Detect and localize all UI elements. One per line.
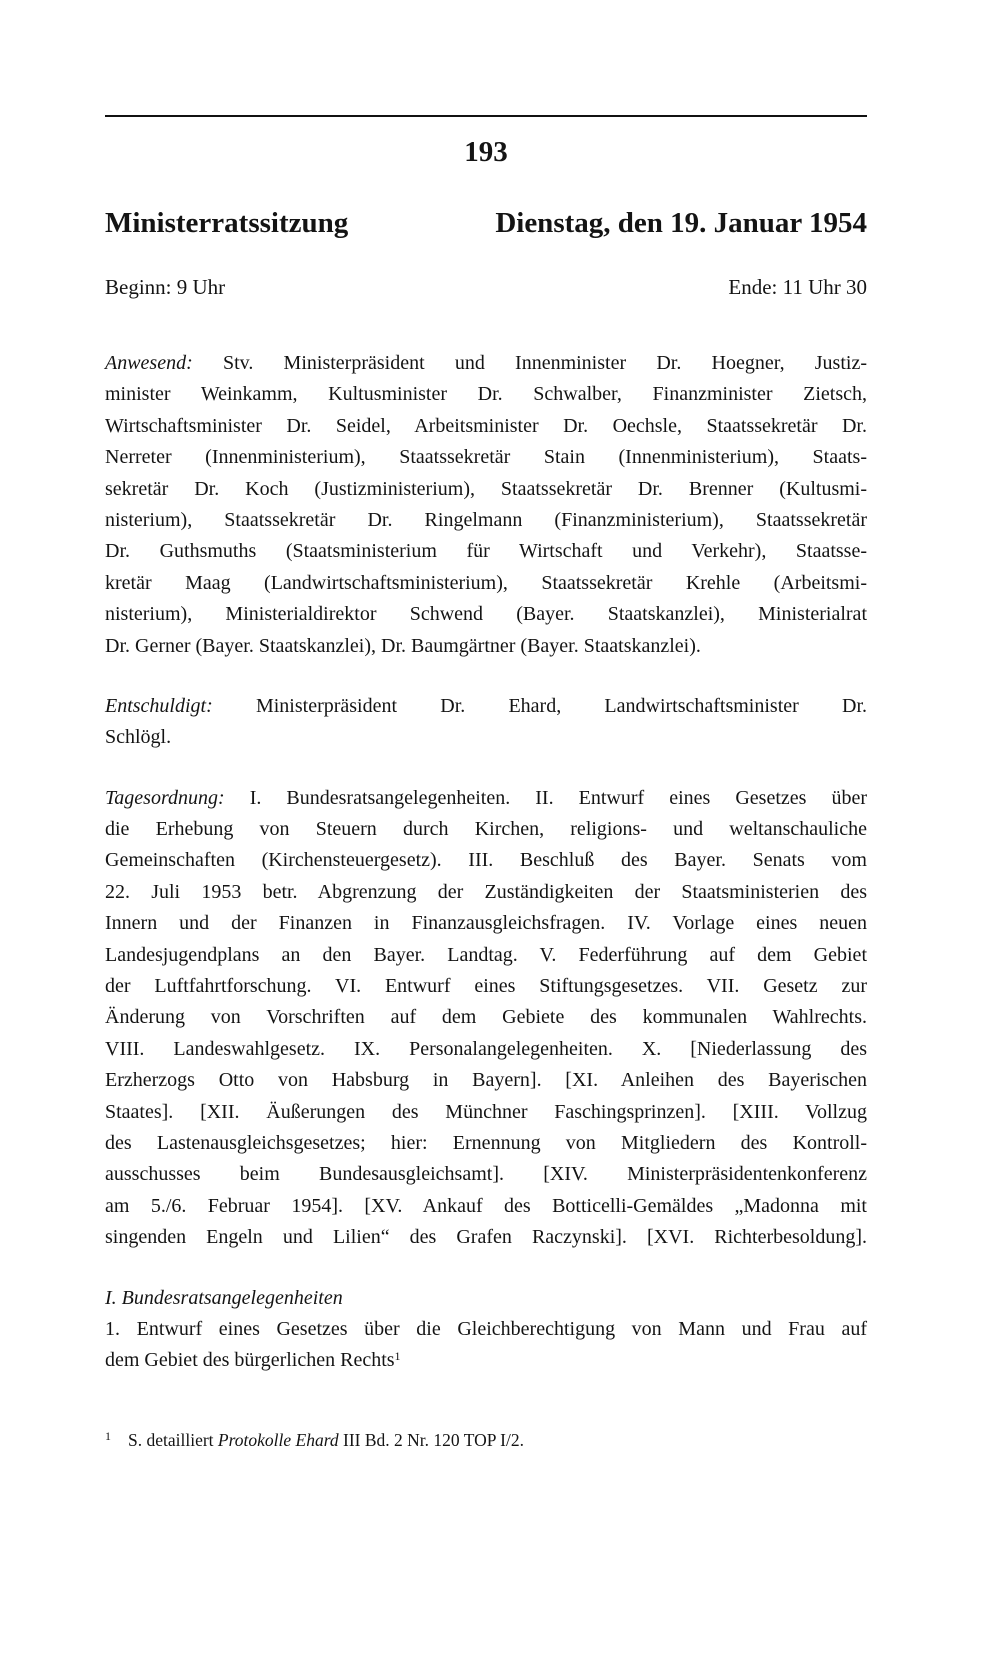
session-date: Dienstag, den 19. Januar 1954 <box>495 207 867 239</box>
body-line: minister Weinkamm, Kultusminister Dr. Schwalber, Finanzminister Zietsch, <box>105 383 867 406</box>
body-line: nisterium), Ministerialdirektor Schwend (Bayer. Staatskanzlei), Ministerialrat <box>105 603 867 626</box>
body-line: kretär Maag (Landwirtschaftsministerium), Staatssekretär Krehle (Arbeitsmi- <box>105 571 867 594</box>
body-line: Wirtschaftsminister Dr. Seidel, Arbeitsminister Dr. Oechsle, Staatssekretär Dr. <box>105 414 867 437</box>
body-line: die Erhebung von Steuern durch Kirchen, religions- und weltanschauliche <box>105 818 867 841</box>
footnote-marker: 1 <box>105 1429 111 1443</box>
body-line: Schlögl. <box>105 726 172 749</box>
footnote-text-after: III Bd. 2 Nr. 120 TOP I/2. <box>338 1430 524 1450</box>
body-line: Innern und der Finanzen in Finanzausgleichsfragen. IV. Vorlage eines neuen <box>105 912 867 935</box>
body-line: Gemeinschaften (Kirchensteuergesetz). III. Beschluß des Bayer. Senats vom <box>105 849 867 872</box>
body-line: Tagesordnung: I. Bundesratsangelegenheiten. II. Entwurf eines Gesetzes über <box>105 786 867 809</box>
document-number: 193 <box>464 136 508 168</box>
begin-time: Beginn: 9 Uhr <box>105 275 226 299</box>
body-line: am 5./6. Februar 1954]. [XV. Ankauf des Botticelli-Gemäldes „Madonna mit <box>105 1194 867 1217</box>
agenda-item-section <box>105 1283 867 1377</box>
paragraph <box>105 783 867 1254</box>
session-title: Ministerratssitzung <box>105 207 349 239</box>
body-line: nisterium), Staatssekretär Dr. Ringelmann (Finanzministerium), Staatssekretär <box>105 508 867 531</box>
footnote <box>105 1424 867 1452</box>
body-text <box>105 348 867 1406</box>
paragraph-container <box>105 348 867 1254</box>
section-item <box>105 1314 867 1377</box>
body-line: des Lastenausgleichsgesetzes; hier: Ernennung von Mitgliedern des Kontroll- <box>105 1131 867 1154</box>
paragraph-lead: Anwesend: <box>105 352 193 374</box>
section-heading: I. Bundesratsangelegenheiten <box>105 1286 343 1309</box>
body-line: Anwesend: Stv. Ministerpräsident und Innenminister Dr. Hoegner, Justiz- <box>105 352 867 374</box>
footnote-text-before: S. detailliert <box>128 1430 218 1450</box>
body-line: VIII. Landeswahlgesetz. IX. Personalangelegenheiten. X. [Niederlassung des <box>105 1037 867 1060</box>
paragraph <box>105 691 867 754</box>
body-line: der Luftfahrtforschung. VI. Entwurf eines Stiftungsgesetzes. VII. Gesetz zur <box>105 975 867 998</box>
paragraph-lead: Tagesordnung: <box>105 786 225 809</box>
body-line: Erzherzogs Otto von Habsburg in Bayern]. [XI. Anleihen des Bayerischen <box>105 1069 867 1092</box>
body-line: dem Gebiet des bürgerlichen Rechts$^1$ <box>105 1349 401 1372</box>
body-line: Nerreter (Innenministerium), Staatssekretär Stain (Innenministerium), Staats- <box>105 446 867 469</box>
body-line: Dr. Gerner (Bayer. Staatskanzlei), Dr. Baumgärtner (Bayer. Staatskanzlei). <box>105 634 701 657</box>
body-line: Entschuldigt: Ministerpräsident Dr. Ehard, Landwirtschaftsminister Dr. <box>105 694 867 717</box>
body-line: Landesjugendplans an den Bayer. Landtag. V. Federführung auf dem Gebiet <box>105 943 867 966</box>
session-title-row <box>105 203 867 243</box>
body-line: ausschusses beim Bundesausgleichsamt]. [XIV. Ministerpräsidentenkonferenz <box>105 1163 867 1186</box>
body-line: Staates]. [XII. Äußerungen des Münchner Faschingsprinzen]. [XIII. Vollzug <box>105 1100 867 1123</box>
paragraph <box>105 348 867 662</box>
body-line: singenden Engeln und Lilien“ des Grafen Raczynski]. [XVI. Richterbesoldung]. <box>105 1226 867 1249</box>
end-time: Ende: 11 Uhr 30 <box>728 275 867 299</box>
body-line: 1. Entwurf eines Gesetzes über die Gleichberechtigung von Mann und Frau auf <box>105 1317 867 1340</box>
body-line: 22. Juli 1953 betr. Abgrenzung der Zuständigkeiten der Staatsministerien des <box>105 880 867 903</box>
header-rule <box>105 115 867 117</box>
body-line: sekretär Dr. Koch (Justizministerium), Staatssekretär Dr. Brenner (Kultusmi- <box>105 477 867 500</box>
body-line: Änderung von Vorschriften auf dem Gebiete des kommunalen Wahlrechts. <box>105 1006 867 1029</box>
footnote-text-italic: Protokolle Ehard <box>217 1430 339 1450</box>
footnote-reference: 1 <box>394 1349 401 1364</box>
body-line: Dr. Guthsmuths (Staatsministerium für Wirtschaft und Verkehr), Staatsse- <box>105 540 867 563</box>
session-times-row <box>105 272 867 302</box>
paragraph-lead: Entschuldigt: <box>105 694 213 717</box>
